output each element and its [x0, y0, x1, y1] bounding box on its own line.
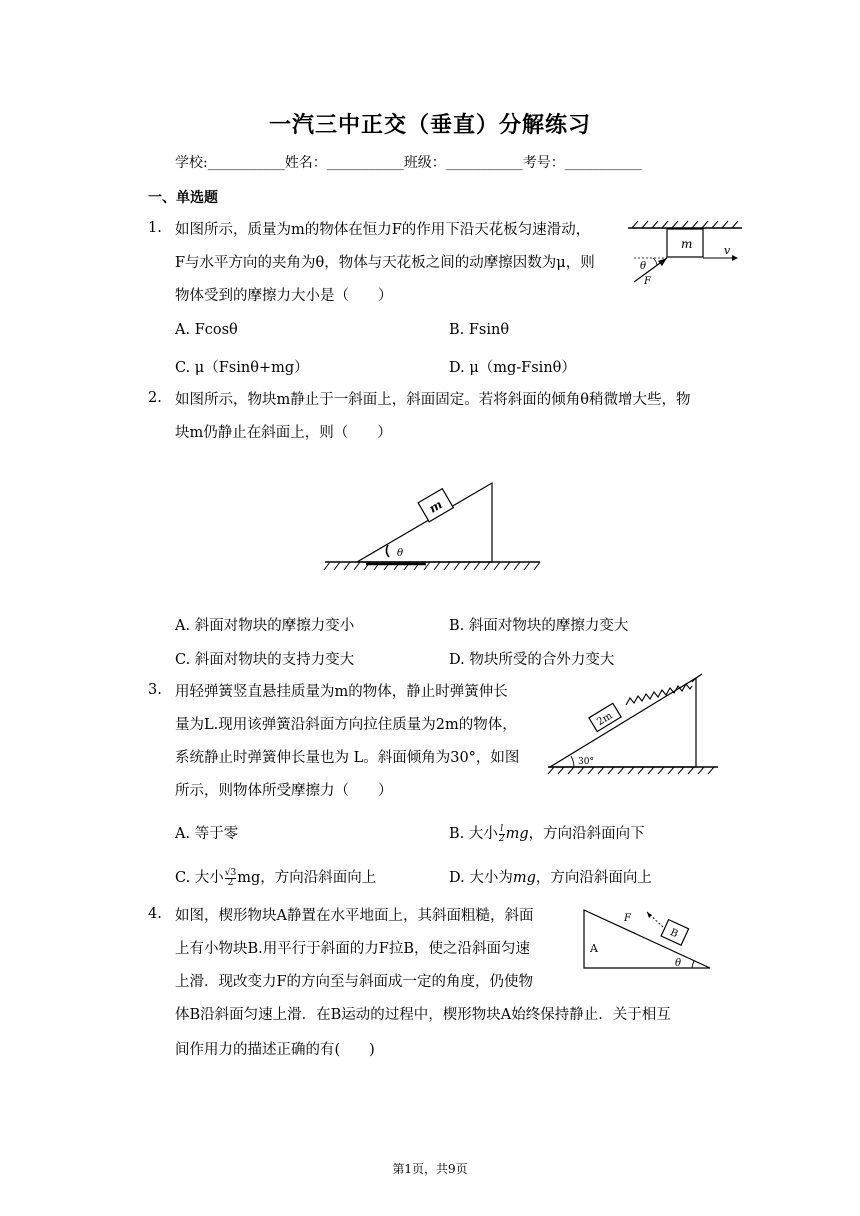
q4-line-4: 体B沿斜面匀速上滑．在B运动的过程中，楔形物块A始终保持静止．关于相互 — [175, 1007, 671, 1023]
q4-line-1: 如图，楔形物块A静置在水平地面上，其斜面粗糙，斜面 — [175, 908, 534, 924]
q2-number: 2. — [148, 390, 162, 406]
q4-line-5: 间作用力的描述正确的有( ) — [175, 1042, 375, 1058]
q4-wedge-label: A — [590, 942, 598, 955]
q4-number: 4. — [148, 906, 162, 922]
q2-mass-label: m — [426, 497, 445, 516]
page-title: 一汽三中正交（垂直）分解练习 — [268, 112, 591, 138]
q1-force-label: F — [644, 276, 651, 287]
q2-line-2: 块m仍静止在斜面上，则（ ） — [175, 425, 392, 441]
q3-figure — [546, 672, 722, 776]
q1-option-a[interactable]: A. Fcosθ — [175, 322, 238, 338]
q1-option-c[interactable]: C. μ（Fsinθ+mg） — [175, 360, 309, 376]
q1-velocity-label: v — [724, 244, 731, 257]
q3-option-c[interactable]: C. 大小 $\frac{√3}{2}$ mg，方向沿斜面向上 — [175, 867, 377, 888]
q3-number: 3. — [148, 682, 162, 698]
q3-mass-label: 2m — [595, 710, 615, 729]
q3-line-4: 所示，则物体所受摩擦力（ ） — [175, 783, 393, 799]
q2-figure — [322, 478, 542, 576]
q4-figure — [580, 904, 716, 974]
q3-option-a[interactable]: A. 等于零 — [175, 826, 239, 842]
q1-option-b[interactable]: B. Fsinθ — [449, 322, 510, 338]
student-info-line: 学校:___________姓名：___________班级：___________考号：___________ — [175, 155, 642, 171]
q2-option-d[interactable]: D. 物块所受的合外力变大 — [449, 652, 615, 668]
q2-option-b[interactable]: B. 斜面对物块的摩擦力变大 — [449, 618, 629, 634]
q2-option-c[interactable]: C. 斜面对物块的支持力变大 — [175, 652, 355, 668]
q2-line-1: 如图所示，物块m静止于一斜面上，斜面固定。若将斜面的倾角θ稍微增大些，物 — [175, 392, 691, 408]
q4-line-3: 上滑．现改变力F的方向至与斜面成一定的角度，仍使物 — [175, 974, 534, 990]
q1-angle-label: θ — [640, 261, 647, 272]
q1-line-2: F与水平方向的夹角为θ，物体与天花板之间的动摩擦因数为μ，则 — [175, 255, 595, 271]
q4-force-label: F — [624, 913, 631, 924]
q3-option-d[interactable]: D. 大小为mg，方向沿斜面向上 — [449, 870, 652, 886]
q2-option-a[interactable]: A. 斜面对物块的摩擦力变小 — [175, 618, 355, 634]
q1-line-3: 物体受到的摩擦力大小是（ ） — [175, 288, 393, 304]
q4-block-label: B — [668, 927, 680, 941]
q2-angle-label: θ — [397, 548, 404, 559]
q1-line-1: 如图所示，质量为m的物体在恒力F的作用下沿天花板匀速滑动， — [175, 222, 591, 238]
q3-line-3: 系统静止时弹簧伸长量也为 L。斜面倾角为30°，如图 — [175, 750, 520, 766]
q3-line-2: 量为L.现用该弹簧沿斜面方向拉住质量为2m的物体， — [175, 717, 517, 733]
section-heading: 一、单选题 — [148, 190, 218, 206]
q4-angle-label: θ — [675, 958, 682, 969]
q3-angle-label: 30° — [578, 757, 594, 767]
q1-figure — [620, 218, 745, 288]
q3-line-1: 用轻弹簧竖直悬挂质量为m的物体，静止时弹簧伸长 — [175, 684, 508, 700]
page-footer: 第1页，共9页 — [392, 1162, 468, 1176]
q4-line-2: 上有小物块B.用平行于斜面的力F拉B，使之沿斜面匀速 — [175, 941, 530, 957]
q1-number: 1. — [148, 220, 162, 236]
q1-mass-label: m — [681, 237, 693, 251]
q3-option-b[interactable]: B. 大小 $\frac{l}{2}$ mg，方向沿斜面向下 — [449, 823, 645, 844]
q1-option-d[interactable]: D. μ（mg-Fsinθ） — [449, 360, 576, 376]
